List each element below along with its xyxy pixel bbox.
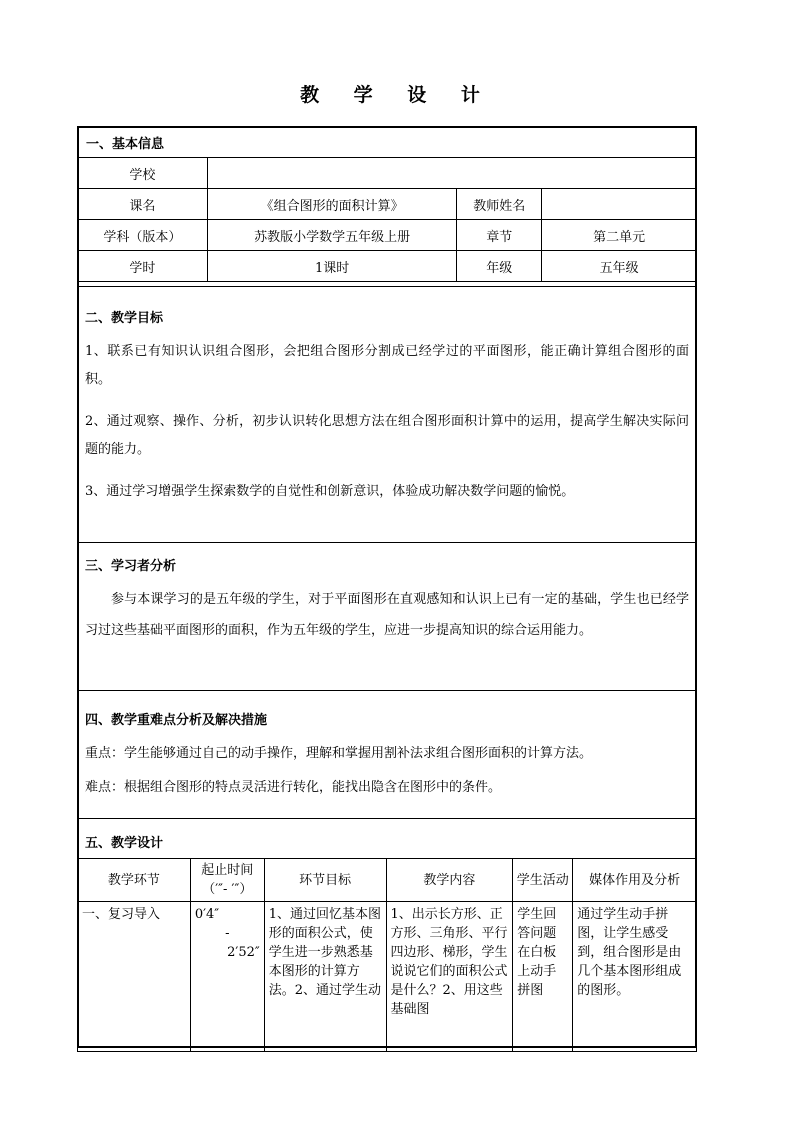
cell-goal: 1、通过回忆基本图形的面积公式，使学生进一步熟悉基本图形的计算方法。2、通过学生动: [264, 902, 386, 1052]
value-school: [207, 158, 696, 189]
col-header-time: 起止时间 （′″- ′″）: [190, 859, 264, 902]
col-header-activity: 学生活动: [513, 859, 573, 902]
basic-info-table: [77, 126, 697, 282]
section-teaching-goals: [77, 286, 697, 542]
value-grade: 五年级: [542, 251, 697, 282]
section-key-points: [77, 690, 697, 818]
value-chapter: 第二单元: [542, 220, 697, 251]
section-heading-goals: 二、教学目标: [85, 311, 164, 326]
cell-activity: 学生回答问题在白板上动手拼图: [513, 902, 573, 1052]
section-heading-key-points: 四、教学重难点分析及解决措施: [85, 713, 268, 728]
value-hours: 1课时: [207, 251, 457, 282]
goal-item: 2、通过观察、操作、分析，初步认识转化思想方法在组合图形面积计算中的运用，提高学生解决实际问题的能力。: [85, 414, 689, 457]
cell-stage: 一、复习导入: [78, 902, 191, 1052]
value-teacher-name: [542, 189, 697, 220]
col-header-content: 教学内容: [386, 859, 513, 902]
section-heading-basic-info: 一、基本信息: [78, 127, 697, 158]
value-subject: 苏教版小学数学五年级上册: [207, 220, 457, 251]
key-point-text: 重点：学生能够通过自己的动手操作，理解和掌握用割补法求组合图形面积的计算方法。: [85, 746, 593, 761]
goal-item: 1、联系已有知识认识组合图形，会把组合图形分割成已经学过的平面图形，能正确计算组合图形的面积。: [85, 344, 689, 387]
label-hours: 学时: [78, 251, 208, 282]
label-lesson-name: 课名: [78, 189, 208, 220]
cell-content: 1、出示长方形、正方形、三角形、平行四边形、梯形，学生说说它们的面积公式是什么？2、用这些基础图: [386, 902, 513, 1052]
label-school: 学校: [78, 158, 208, 189]
col-header-stage: 教学环节: [78, 859, 191, 902]
section-learner-analysis: [77, 542, 697, 690]
section-teaching-design: [77, 818, 697, 858]
section-heading-learner-analysis: 三、学习者分析: [85, 559, 177, 574]
cell-media: 通过学生动手拼图，让学生感受到，组合图形是由几个基本图形组成的图形。: [573, 902, 697, 1052]
col-header-media: 媒体作用及分析: [573, 859, 697, 902]
document-title: 教 学 设 计: [300, 84, 494, 106]
label-chapter: 章节: [457, 220, 542, 251]
teaching-design-table: [77, 858, 697, 1052]
goal-item: 3、通过学习增强学生探索数学的自觉性和创新意识，体验成功解决数学问题的愉悦。: [85, 484, 575, 499]
learner-analysis-text: 参与本课学习的是五年级的学生，对于平面图形在直观感知和认识上已有一定的基础，学生也已经学习过这些基础平面图形的面积，作为五年级的学生，应进一步提高知识的综合运用能力。: [85, 592, 689, 638]
label-grade: 年级: [457, 251, 542, 282]
col-header-goal: 环节目标: [264, 859, 386, 902]
label-subject: 学科（版本）: [78, 220, 208, 251]
section-heading-design: 五、教学设计: [85, 836, 164, 851]
label-teacher-name: 教师姓名: [457, 189, 542, 220]
value-lesson-name: 《组合图形的面积计算》: [207, 189, 457, 220]
cell-time: 0′4″ - 2′52″: [190, 902, 264, 1052]
difficult-point-text: 难点：根据组合图形的特点灵活进行转化，能找出隐含在图形中的条件。: [85, 780, 502, 795]
